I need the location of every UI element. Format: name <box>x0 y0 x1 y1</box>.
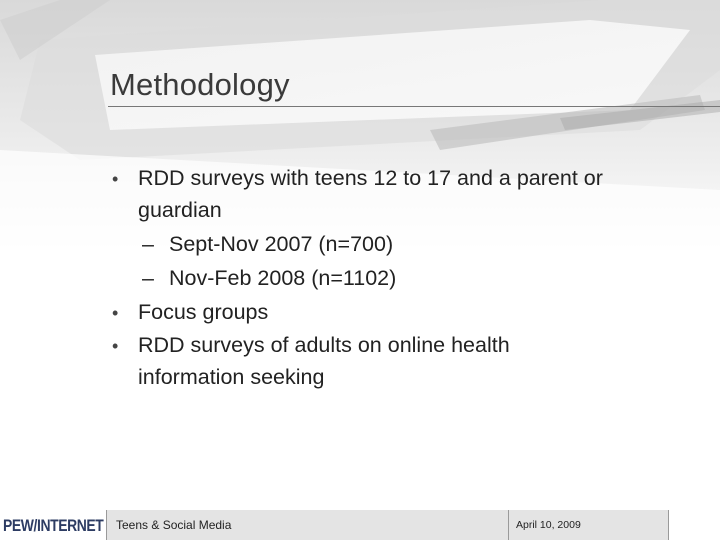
logo-text: PEW/INTERNET <box>3 516 104 535</box>
bullet-text: RDD surveys with teens 12 to 17 and a parent or <box>138 166 603 190</box>
slide-footer <box>0 510 720 540</box>
laptop-background-image <box>0 0 720 260</box>
sub-bullet-icon: – <box>142 266 154 290</box>
pew-internet-logo <box>0 510 107 540</box>
footer-end-block <box>668 510 720 540</box>
bullet-text: information seeking <box>138 365 325 389</box>
sub-bullet-text: Nov-Feb 2008 (n=1102) <box>169 266 397 290</box>
bullet-text: guardian <box>138 198 222 222</box>
slide-title: Methodology <box>110 67 290 102</box>
bullet-icon: • <box>112 169 119 189</box>
presentation-date: April 10, 2009 <box>516 519 581 531</box>
sub-bullet-text: Sept-Nov 2007 (n=700) <box>169 232 394 256</box>
footer-divider <box>508 510 509 540</box>
title-divider <box>108 106 720 107</box>
sub-bullet-icon: – <box>142 232 154 256</box>
bullet-text: RDD surveys of adults on online health <box>138 333 510 357</box>
bullet-icon: • <box>112 303 119 323</box>
presentation-title: Teens & Social Media <box>116 518 232 532</box>
bullet-icon: • <box>112 336 119 356</box>
bullet-text: Focus groups <box>138 300 269 324</box>
